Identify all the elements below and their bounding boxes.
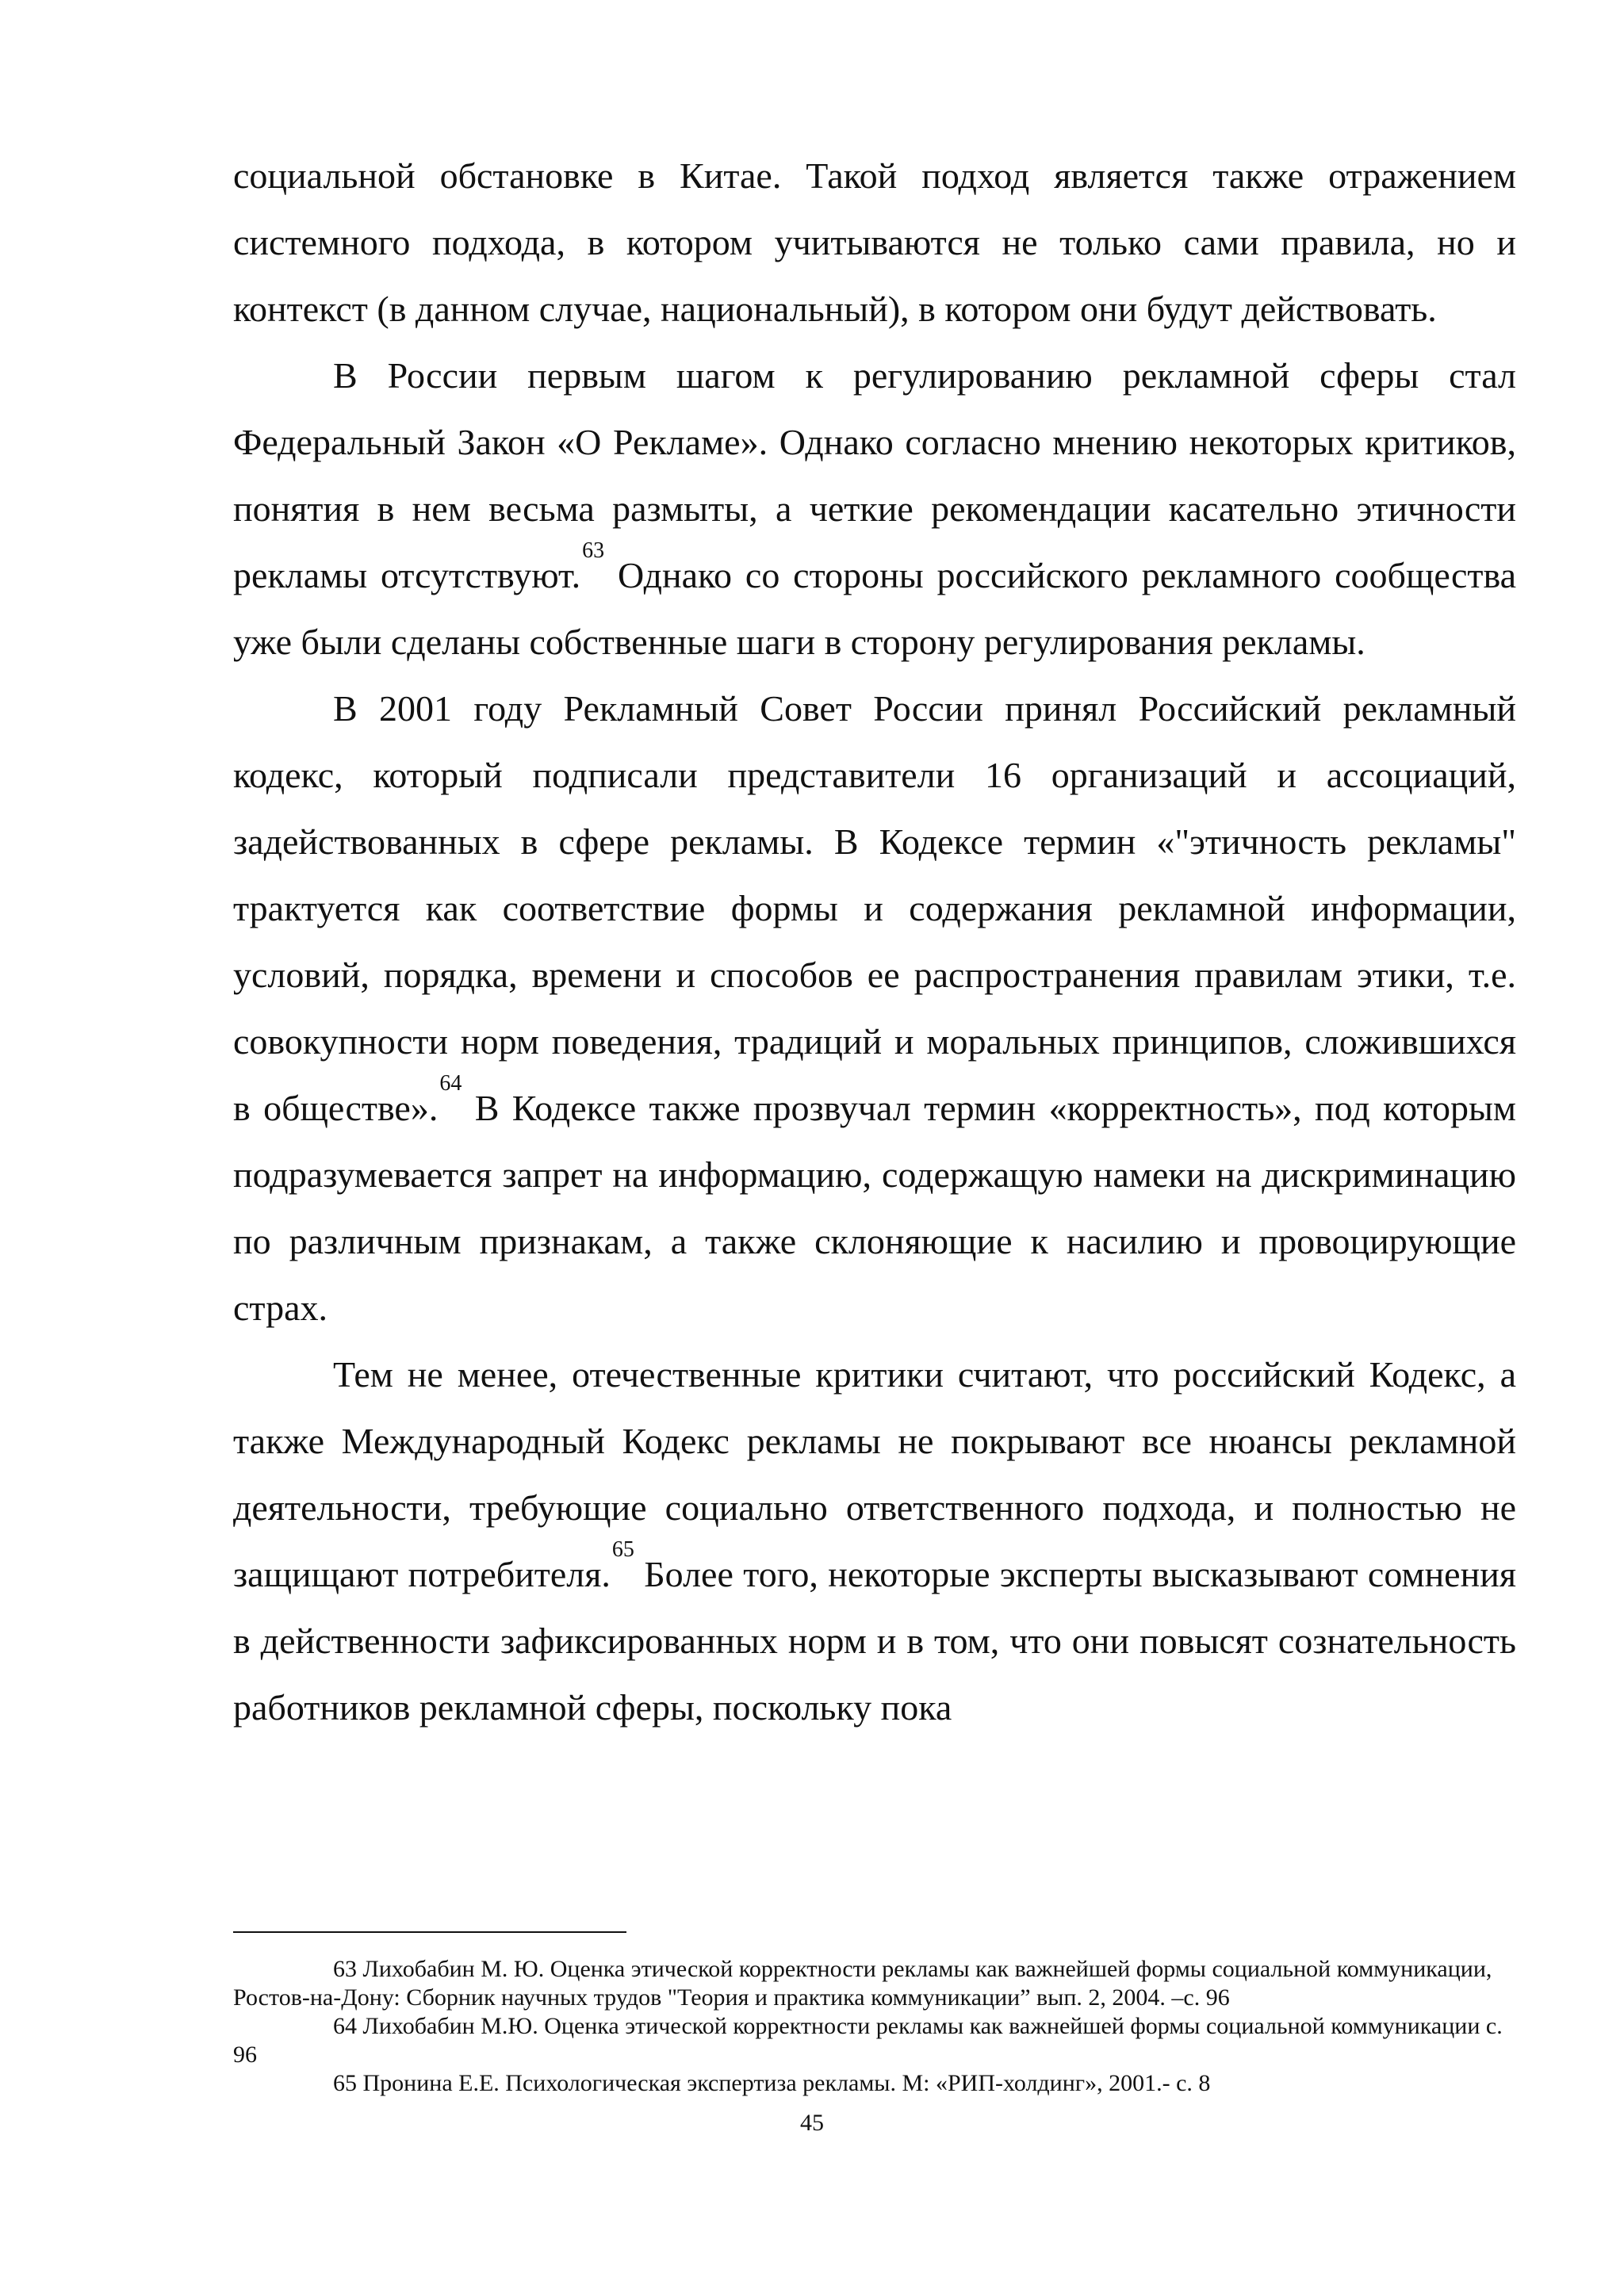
paragraph-1-text: социальной обстановке в Китае. Такой подход является также отражением системного подхода, в котором учитываются не только сами правила, но и контекст (в данном случае, национальный), в котором они будут действовать. [233,155,1516,329]
footnote-64: 64 Лихобабин М.Ю. Оценка этической корректности рекламы как важнейшей формы социальной коммуникации с. 96 [233,2013,1503,2068]
paragraph-2 [233,342,1516,675]
page-number: 45 [800,2110,824,2136]
paragraph-1 [233,143,1516,342]
paragraph-3-text-before: В 2001 году Рекламный Совет России принял Российский рекламный кодекс, который подписали представители 16 организаций и ассоциаций, задействованных в сфере рекламы. В Кодексе термин «"этичность рекламы" трактуется как соответствие формы и содержания рекламной информации, условий, порядка, времени и способов ее распространения правилам этики, т.е. совокупности норм поведения, традиций и моральных принципов, сложившихся в обществе». [233,688,1516,1128]
footnote-ref-65[interactable]: 65 [611,1536,634,1562]
footnote-separator [233,1931,626,1933]
paragraph-3-text-after: В Кодексе также прозвучал термин «корректность», под которым подразумевается запрет на информацию, содержащую намеки на дискриминацию по различным признакам, а также склоняющие к насилию и провоцирующие страх. [233,1088,1516,1328]
footnote-65: 65 Пронина Е.Е. Психологическая экспертиза рекламы. М: «РИП-холдинг», 2001.- с. 8 [333,2070,1211,2096]
footnote-ref-63[interactable]: 63 [582,538,605,563]
paragraph-4-text-before: Тем не менее, отечественные критики считают, что российский Кодекс, а также Международный Кодекс рекламы не покрывают все нюансы рекламной деятельности, требующие социально ответственного подхода, и полностью не защищают потребителя. [233,1354,1516,1594]
paragraph-4-text-after: Более того, некоторые эксперты высказывают сомнения в действенности зафиксированных норм и в том, что они повысят сознательность работников рекламной сферы, поскольку пока [233,1554,1516,1728]
footnote-63: 63 Лихобабин М. Ю. Оценка этической корректности рекламы как важнейшей формы социальной коммуникации, Ростов-на-Дону: Сборник научных трудов "Теория и практика коммуникации” вып. 2, 2004. –с. 96 [233,1956,1492,2011]
paragraph-2-text-before: В России первым шагом к регулированию рекламной сферы стал Федеральный Закон «О Рекламе». Однако согласно мнению некоторых критиков, понятия в нем весьма размыты, а четкие рекомендации касательно этичности рекламы отсутствуют. [233,355,1516,595]
footnotes [233,1955,1516,2098]
body-text [233,143,1516,1741]
paragraph-3 [233,675,1516,1341]
paragraph-2-text-after: Однако со стороны российского рекламного сообщества уже были сделаны собственные шаги в сторону регулирования рекламы. [233,555,1516,662]
footnote-ref-64[interactable]: 64 [439,1070,462,1096]
paragraph-4 [233,1341,1516,1741]
